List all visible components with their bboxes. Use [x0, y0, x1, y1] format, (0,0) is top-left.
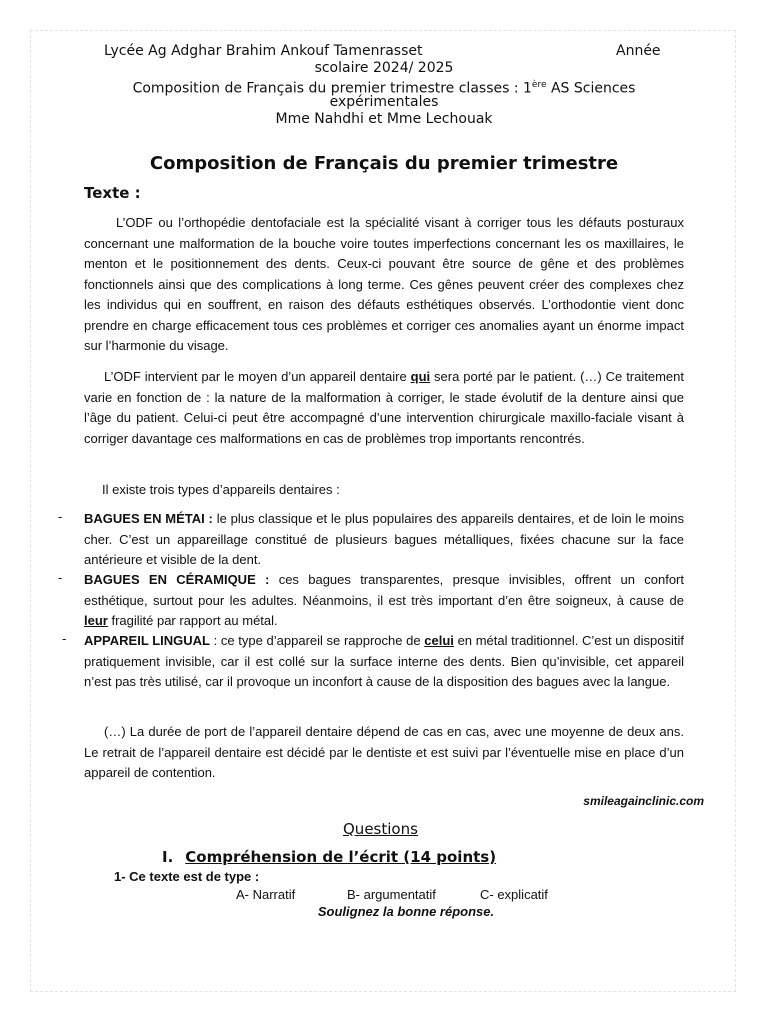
bullet-ceramique	[84, 570, 684, 632]
question-1: 1- Ce texte est de type :	[114, 869, 260, 884]
section-heading	[162, 848, 496, 866]
paragraph-3: Il existe trois types d’appareils dentaires :	[102, 482, 340, 497]
bullet-dash-2: -	[58, 570, 63, 585]
bullet-metal-title: BAGUES EN MÉTAI :	[84, 511, 213, 526]
p2-text-b: sera porté par le patient. (…) Ce traitement varie en fonction de : la nature de la malformation à corriger, le stade évolutif de la denture ainsi que l’âge du patient. Celui-ci peut être accompagné d’une intervention chirurgicale maxillo-faciale visant à corriger davantage ces malformations en cas de problèmes trop importants rencontrés.	[84, 369, 684, 446]
paragraph-4: (…) La durée de port de l’appareil dentaire dépend de cas en cas, avec une moyenne de deux ans. Le retrait de l’appareil dentaire est décidé par le dentiste et est suivi par l’éventuelle mise en place d’un appareil de contention.	[84, 724, 684, 780]
bullet-ceramique-underlined: leur	[84, 613, 108, 628]
section-title: Compréhension de l’écrit (14 points)	[185, 848, 497, 866]
section-number: I.	[162, 848, 174, 866]
class-line-b: AS Sciences	[546, 80, 636, 97]
bullet-lingual	[84, 631, 684, 693]
bullet-lingual-title: APPAREIL LINGUAL	[84, 633, 210, 648]
option-b: B- argumentatif	[347, 887, 436, 902]
bullet-metal	[84, 509, 684, 571]
bullet-lingual-text-a: : ce type d’appareil se rapproche de	[209, 633, 425, 648]
p2-underlined: qui	[410, 369, 431, 384]
p2-text-a: L’ODF intervient par le moyen d’un appareil dentaire	[104, 369, 411, 384]
class-sup: ère	[531, 80, 547, 90]
questions-heading: Questions	[343, 820, 418, 838]
bullet-ceramique-title: BAGUES EN CÉRAMIQUE :	[84, 572, 270, 587]
paragraph-1: L’ODF ou l’orthopédie dentofaciale est la spécialité visant à corriger tous les défauts posturaux concernant une malformation de la bouche voire toutes imperfections concernant les os maxillaires, le menton et le positionnement des dents. Ceux-ci pouvant être source de gêne et des problèmes fonctionnels ainsi que des complications à long terme. Ces gênes peuvent créer des complexes chez les individus qui en souffrent, en raison des défauts esthétiques observés. L’orthodontie vient donc prendre en charge efficacement tous ces problèmes et corriger ces anomalies ayant un énorme impact sur l’harmonie du visage.	[84, 215, 684, 353]
bullet-ceramique-text-b: fragilité par rapport au métal.	[107, 613, 278, 628]
year-label: Année	[616, 43, 661, 59]
source-credit: smileagainclinic.com	[583, 794, 704, 808]
paragraph-2	[84, 367, 684, 449]
page-title: Composition de Français du premier trimestre	[149, 153, 619, 174]
bullet-metal-text: le plus classique et le plus populaires des appareils dentaires, et de loin le moins cher. C’est un appareillage constitué de plusieurs bagues métalliques, fixées chacune sur la face antérieure et visible de la dent.	[84, 511, 684, 567]
class-line-a: Composition de Français du premier trimestre classes : 1	[132, 80, 532, 97]
option-a: A- Narratif	[236, 887, 296, 902]
texte-label: Texte :	[84, 184, 141, 202]
bullet-lingual-text-b: en métal traditionnel. C’est un dispositif pratiquement invisible, car il est collé sur la surface interne des dents. Bien qu’invisible, cet appareil n’est pas très utilisé, car il provoque un inconfort à cause de la disposition des bagues avec la langue.	[84, 633, 684, 689]
bullet-dash-1: -	[58, 509, 63, 524]
class-stream: expérimentales	[329, 94, 439, 110]
teachers: Mme Nahdhi et Mme Lechouak	[275, 111, 493, 127]
instruction: Soulignez la bonne réponse.	[317, 904, 495, 919]
school-name: Lycée Ag Adghar Brahim Ankouf Tamenrasset	[104, 43, 423, 59]
bullet-lingual-underlined: celui	[424, 633, 454, 648]
option-c: C- explicatif	[480, 887, 548, 902]
bullet-ceramique-text-a: ces bagues transparentes, presque invisibles, offrent un confort esthétique, surtout pour les adultes. Néanmoins, il est très important d’en être soigneux, à cause de	[84, 572, 684, 608]
bullet-dash-3: -	[62, 631, 67, 646]
school-year: scolaire 2024/ 2025	[314, 60, 454, 76]
